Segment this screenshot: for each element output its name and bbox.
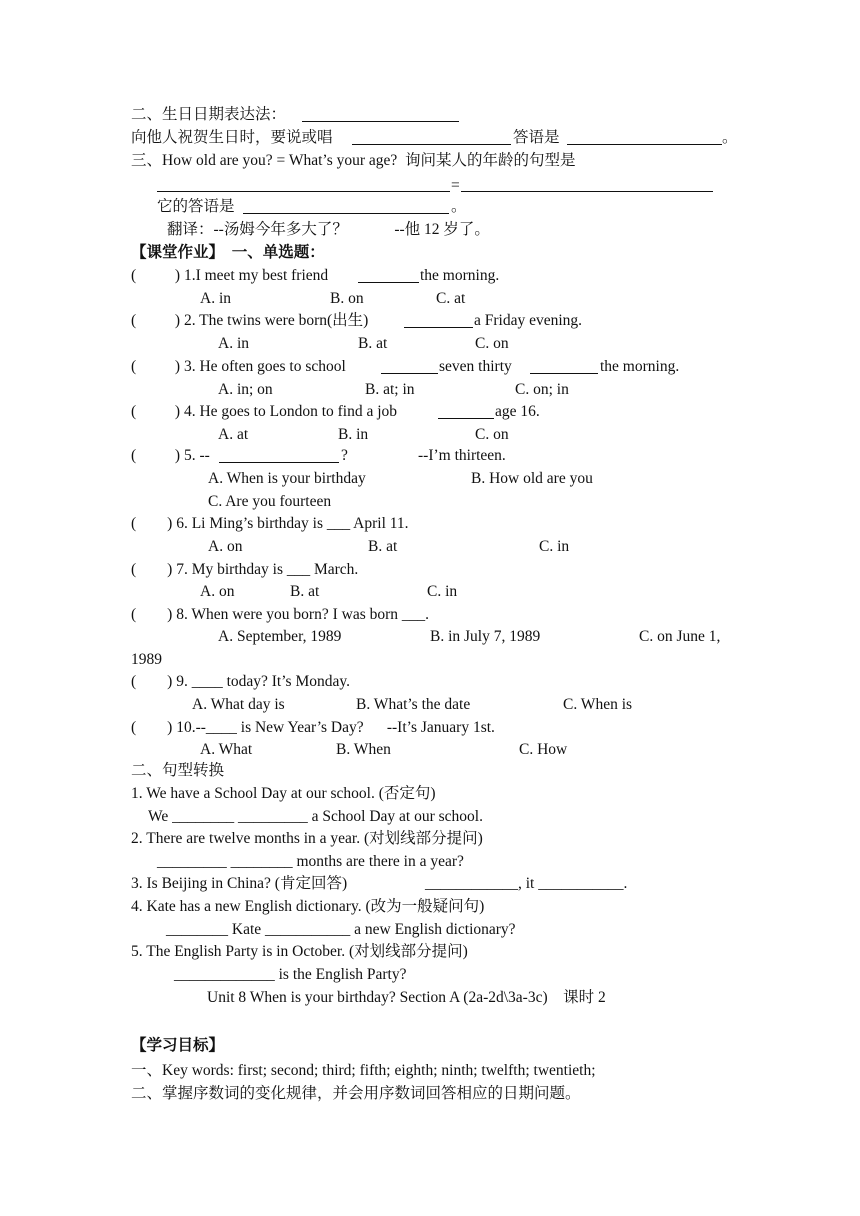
- unit-title: Unit 8 When is your birthday? Section A (2a-2d\3a-3c) 课时 2: [207, 989, 606, 1006]
- blank-line: [530, 373, 598, 374]
- option: A. September, 1989: [218, 628, 342, 645]
- question-text: the morning.: [420, 267, 500, 284]
- question-2: ( ) 2. The twins were born(出生): [131, 312, 377, 329]
- question-text: --I’m thirteen.: [418, 447, 506, 464]
- transform-1-answer: We ________ _________ a School Day at our school.: [148, 808, 483, 825]
- transform-4-answer: ________ Kate ___________ a new English dictionary?: [166, 921, 516, 938]
- option: B. on: [330, 290, 364, 307]
- question-6: ( ) 6. Li Ming’s birthday is ___ April 11.: [131, 515, 409, 532]
- transform-4: 4. Kate has a new English dictionary. (改为一般疑问句): [131, 898, 485, 915]
- option: B. at; in: [365, 381, 415, 398]
- blank-line: [404, 327, 473, 328]
- option-continued: 1989: [131, 651, 162, 668]
- question-1: ( ) 1.I meet my best friend: [131, 267, 336, 284]
- option: A. on: [208, 538, 243, 555]
- heading-how-old: 三、How old are you? = What’s your age? 询问某人的年龄的句型是: [131, 152, 576, 169]
- blank-line: [302, 121, 459, 122]
- option: B. What’s the date: [356, 696, 471, 713]
- option: C. in: [427, 583, 458, 600]
- blank-line: [358, 282, 419, 283]
- blank-line: [157, 191, 450, 192]
- equals-sign: =: [451, 177, 460, 194]
- option: C. on; in: [515, 381, 569, 398]
- transform-2-answer: _________ ________ months are there in a year?: [157, 853, 464, 870]
- option: B. at: [368, 538, 398, 555]
- text-line: 。: [451, 198, 467, 215]
- transform-5-answer: _____________ is the English Party?: [174, 966, 407, 983]
- heading-birthday-date: 二、生日日期表达法：: [131, 106, 287, 123]
- option: C. in: [539, 538, 570, 555]
- goal-1: 一、Key words: first; second; third; fifth; eighth; ninth; twelfth; twentieth;: [131, 1062, 596, 1079]
- goal-2: 二、掌握序数词的变化规律，并会用序数词回答相应的日期问题。: [131, 1085, 581, 1102]
- blank-line: [243, 213, 449, 214]
- question-text: seven thirty: [439, 358, 520, 375]
- option: A. When is your birthday: [208, 470, 366, 487]
- question-7: ( ) 7. My birthday is ___ March.: [131, 561, 359, 578]
- question-8: ( ) 8. When were you born? I was born ___.: [131, 606, 430, 623]
- translation-line: 翻译：--汤姆今年多大了？ --他 12 岁了。: [167, 221, 490, 238]
- transform-2: 2. There are twelve months in a year. (对划线部分提问): [131, 830, 483, 847]
- option: B. in July 7, 1989: [430, 628, 541, 645]
- blank-line: [381, 373, 438, 374]
- option: B. How old are you: [471, 470, 593, 487]
- question-5: ( ) 5. --: [131, 447, 210, 464]
- transform-3: 3. Is Beijing in China? (肯定回答): [131, 875, 348, 892]
- heading-learning-goals: 【学习目标】: [131, 1037, 225, 1054]
- question-9: ( ) 9. ____ today? It’s Monday.: [131, 673, 350, 690]
- text-line: 。: [722, 129, 738, 146]
- blank-line: [438, 418, 494, 419]
- blank-line: [352, 144, 511, 145]
- question-10: ( ) 10.--____ is New Year’s Day? --It’s January 1st.: [131, 719, 495, 736]
- option: C. on: [475, 426, 509, 443]
- question-text: ?: [341, 447, 348, 464]
- question-3: ( ) 3. He often goes to school: [131, 358, 354, 375]
- text-line: 向他人祝贺生日时，要说或唱: [131, 129, 333, 146]
- option: A. at: [218, 426, 249, 443]
- option: C. on June 1,: [639, 628, 721, 645]
- option: B. When: [336, 741, 391, 758]
- option: A. in: [218, 335, 249, 352]
- transform-1: 1. We have a School Day at our school. (否定句): [131, 785, 436, 802]
- question-text: a Friday evening.: [474, 312, 583, 329]
- blank-line: [219, 462, 339, 463]
- option: A. in: [200, 290, 231, 307]
- option: B. at: [290, 583, 320, 600]
- option: A. What day is: [192, 696, 285, 713]
- heading-classwork: 【课堂作业】 一、单选题：: [131, 244, 325, 261]
- transform-3-answer: ____________, it ___________.: [425, 875, 628, 892]
- heading-sentence-transformation: 二、句型转换: [131, 762, 225, 779]
- option: C. When is: [563, 696, 633, 713]
- option: C. Are you fourteen: [208, 493, 332, 510]
- text-line: 它的答语是: [157, 198, 235, 215]
- transform-5: 5. The English Party is in October. (对划线部分提问): [131, 943, 468, 960]
- blank-line: [567, 144, 722, 145]
- option: C. on: [475, 335, 509, 352]
- text-line: 答语是: [513, 129, 560, 146]
- question-text: the morning.: [600, 358, 680, 375]
- option: A. What: [200, 741, 253, 758]
- option: A. in; on: [218, 381, 273, 398]
- option: B. in: [338, 426, 369, 443]
- blank-line: [461, 191, 713, 192]
- option: A. on: [200, 583, 235, 600]
- option: C. How: [519, 741, 568, 758]
- question-text: age 16.: [495, 403, 540, 420]
- option: B. at: [358, 335, 388, 352]
- option: C. at: [436, 290, 466, 307]
- question-4: ( ) 4. He goes to London to find a job: [131, 403, 405, 420]
